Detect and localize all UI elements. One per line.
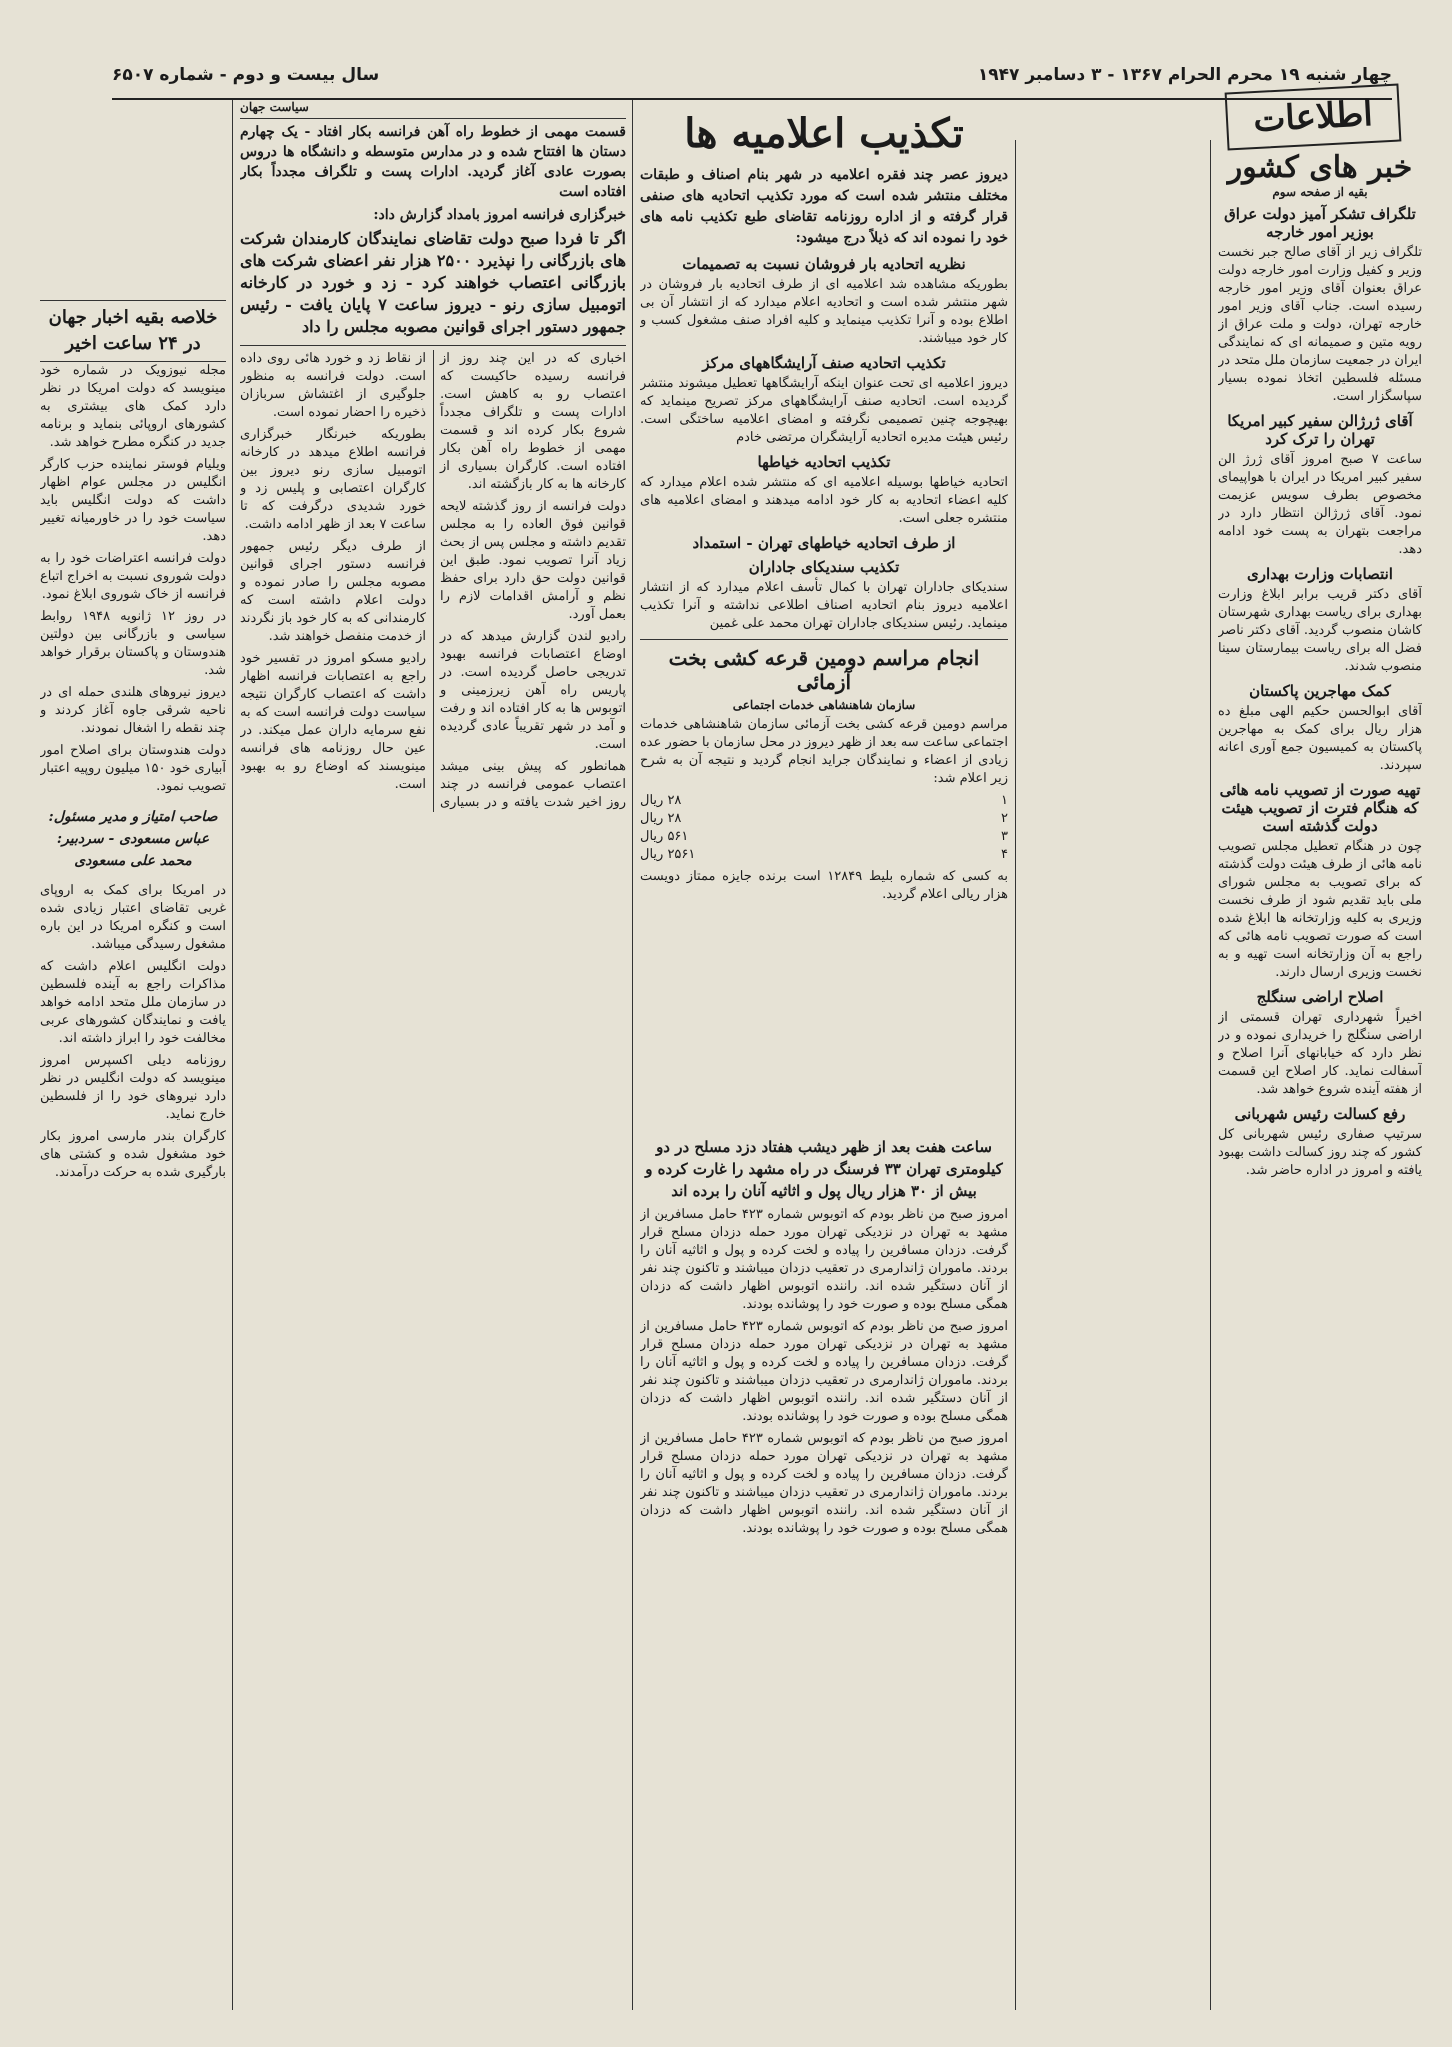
news-text: تلگراف زیر از آقای صالح جبر نخست وزیر و کفیل وزارت امور خارجه دولت عراق بعنوان آقای وزیر امور خارجه رسیده است. جناب آقای وزیر امور خارجه تهران، دولت و ملت عراق از رویه متین و صمیمانه ای که نمایندگی ایران در جمعیت سازمان ملل متحد در مسئله فلسطین اتخاذ نموده بسیار سپاسگزار است. (1218, 245, 1422, 404)
lottery-text: مراسم دومین قرعه کشی بخت آزمائی سازمان شاهنشاهی خدمات اجتماعی ساعت سه بعد از ظهر دیروز در محل سازمان با حضور عده زیادی از اعضاء و نمایندگان جراید انجام گردید و نتیجه آن به شرح زیر اعلام شد: (640, 717, 1008, 786)
news-headline: تکذیب اتحادیه خیاطها (757, 453, 891, 471)
lottery-subtitle: سازمان شاهنشاهی خدمات اجتماعی (732, 698, 916, 712)
politics-paragraph: رادیو مسکو امروز در تفسیر خود راجع به اعتصابات فرانسه اظهار داشت که اعتصاب کارگران نتیجه سیاست دولت فرانسه است که به نفع سرمایه داران عمل میکند. در عین حال روزنامه های فرانسه مینویسند که اوضاع رو به بهبود است. (240, 651, 426, 792)
denial-list (640, 255, 1008, 633)
news-headline: تلگراف تشکر آمیز دولت عراق بوزیر امور خارجه (1224, 205, 1416, 241)
news-text: آقای ابوالحسن حکیم الهی مبلغ ده هزار ریال برای کمک به مهاجرین پاکستان به کمیسیون جمع آوری اعانه سپردند. (1218, 704, 1422, 773)
lottery-number: ۴ (1001, 847, 1008, 862)
column-divider (1210, 140, 1211, 2010)
world-news-item: در امریکا برای کمک به اروپای غربی تقاضای اعتبار زیادی شده است و کنگره امریکا در این باره مشغول رسیدگی میباشد. (40, 883, 226, 952)
news-headline: آقای ژرژالن سفیر کبیر امریکا تهران را ترک کرد (1227, 412, 1413, 448)
section-title: تکذیب اعلامیه ها (684, 110, 964, 157)
issue-number: سال بیست و دوم - شماره ۶۵۰۷ (112, 65, 380, 85)
news-headline: نظریه اتحادیه بار فروشان نسبت به تصمیمات (682, 255, 966, 273)
lottery-value: ۲۵۶۱ ریال (640, 847, 696, 862)
issue-date: چهار شنبه ۱۹ محرم الحرام ۱۳۶۷ - ۳ دسامبر ۱۹۴۷ (977, 65, 1392, 85)
lottery-value: ۵۶۱ ریال (640, 829, 689, 844)
world-news-item: ویلیام فوستر نماینده حزب کارگر انگلیس در مجلس عوام اظهار داشت که دولت انگلیس باید سیاست خود را در خاورمیانه تغییر دهد. (40, 457, 226, 544)
news-headline: اصلاح اراضی سنگلج (1256, 988, 1384, 1006)
column-world-summary (40, 300, 226, 2007)
news-headline: تهیه صورت از تصویب نامه هائی که هنگام فترت از تصویب هیئت دولت گذشته است (1219, 781, 1421, 835)
world-list (40, 882, 226, 1182)
section-subtitle: بقیه از صفحه سوم (1272, 185, 1368, 199)
world-news-item: کارگران بندر مارسی امروز بکار خود مشغول شده و کشتی های بارگیری شده به حرکت درآمدند. (40, 1129, 226, 1180)
world-news-item: در روز ۱۲ ژانویه ۱۹۴۸ روابط سیاسی و بازرگانی بین دولتین هندوستان و پاکستان برقرار خواهد شد. (40, 609, 226, 678)
politics-paragraph: دولت فرانسه از روز گذشته لایحه قوانین فوق العاده را به مجلس تقدیم داشته و مجلس پس از بحث زیاد آنرا تصویب نمود. طبق این قوانین دولت حق دارد برای حفظ نظم و آرامش اقدامات لازم را بعمل آورد. (440, 499, 626, 622)
newspaper-logo: اطلاعات (1225, 83, 1402, 150)
lottery-value: ۲۸ ریال (640, 811, 682, 826)
world-news-item: روزنامه دیلی اکسپرس امروز مینویسد که دولت انگلیس در نظر دارد نیروهای خود را از فلسطین خارج نماید. (40, 1053, 226, 1122)
news-text: ساعت ۷ صبح امروز آقای ژرژ الن سفیر کبیر امریکا در ایران با هواپیمای مخصوص بطرف سویس عزیمت نمود. آقای ژرژالن انتظار دارد در مراجعت بتهران به پست خود ادامه دهد. (1218, 452, 1422, 557)
column-denials (640, 100, 1008, 1120)
column-divider (1015, 140, 1016, 2010)
news-headline: کمک مهاجرین پاکستان (1249, 682, 1391, 700)
politics-paragraph: رادیو لندن گزارش میدهد که در اوضاع اعتصابات فرانسه بهبود تدریجی حاصل گردیده است. در پاریس راه آهن زیرزمینی و اتوبوس ها به کار افتاده اند و رفت و آمد در شهر تقریباً عادی گردیده است. (440, 629, 626, 752)
lottery-note: به کسی که شماره بلیط ۱۲۸۴۹ است برنده جایزه ممتاز دویست هزار ریالی اعلام گردید. (640, 869, 1008, 902)
story-text: امروز صبح من ناظر بودم که اتوبوس شماره ۴۲۳ حامل مسافرین از مشهد به تهران در نزدیکی تهران مورد حمله دزدان مسلح قرار گرفت. دزدان مسافرین را پیاده و لخت کرده و پول و اثاثیه آنان را بردند. ماموران ژاندارمری در تعقیب دزدان میباشند و تاکنون چند نفر از آنان دستگیر شده اند. راننده اتوبوس اظهار داشت که دزدان همگی مسلح بوده و صورت خود را پوشانده بودند. (640, 1431, 1008, 1536)
section-kicker: سیاست جهان (240, 100, 309, 114)
news-text: سندیکای جاداران تهران با کمال تأسف اعلام میدارد که از انتشار اعلامیه دیروز بنام اتحادیه اصناف اطلاعی نداشته و آنرا تکذیب مینماید. رئیس سندیکای جاداران تهران محمد علی غمین (640, 580, 1008, 631)
politics-header (240, 118, 626, 346)
lead-paragraph: دیروز عصر چند فقره اعلامیه در شهر بنام اصناف و طبقات مختلف منتشر شده است که مورد تکذیب اتحادیه های صنفی قرار گرفته و از اداره روزنامه تقاضای طبع تکذیب نامه های خود را نموده اند که ذیلاً درج میشود: (640, 167, 1008, 246)
politics-headline-3: اگر تا فردا صبح دولت تقاضای نمایندگان کارمندان شرکت های بازرگانی را نپذیرد ۲۵۰۰ هزار نفر اعضای شرکت های بازرگانی اعتصاب خواهند کرد - زد و خورد در کارخانه اتومبیل سازی رنو - دیروز ساعت ۷ پایان یافت - رئیس جمهور دستور اجرای قوانین مصوبه مجلس را داد (240, 229, 626, 336)
news-headline: تکذیب سندیکای جاداران (748, 558, 900, 576)
story-text: امروز صبح من ناظر بودم که اتوبوس شماره ۴۲۳ حامل مسافرین از مشهد به تهران در نزدیکی تهران مورد حمله دزدان مسلح قرار گرفت. دزدان مسافرین را پیاده و لخت کرده و پول و اثاثیه آنان را بردند. ماموران ژاندارمری در تعقیب دزدان میباشند و تاکنون چند نفر از آنان دستگیر شده اند. راننده اتوبوس اظهار داشت که دزدان همگی مسلح بوده و صورت خود را پوشانده بودند. (640, 1319, 1008, 1424)
column-world-politics (240, 100, 626, 2007)
lottery-row (640, 828, 1008, 846)
world-news-item: دیروز نیروهای هلندی حمله ای در ناحیه شرقی جاوه آغاز کردند و چند نقطه را اشغال نمودند. (40, 685, 226, 736)
column-bandit-story (640, 1130, 1008, 2007)
editor-signature: صاحب امتیاز و مدیر مسئول: عباس مسعودی - سردبیر: محمد علی مسعودی (48, 809, 218, 869)
news-headline: رفع کسالت رئیس شهربانی (1234, 1105, 1406, 1123)
news-headline: تکذیب اتحادیه صنف آرایشگاههای مرکز (702, 354, 946, 372)
news-list (1218, 205, 1422, 1180)
world-list (40, 362, 226, 796)
column-divider (232, 100, 233, 2010)
lottery-number: ۳ (1001, 829, 1008, 844)
lottery-row (640, 792, 1008, 810)
lottery-title: انجام مراسم دومین قرعه کشی بخت آزمائی (668, 646, 980, 694)
column-divider (632, 100, 633, 2010)
world-news-item: دولت انگلیس اعلام داشت که مذاکرات راجع به آینده فلسطین در سازمان ملل متحد ادامه خواهد یافت و نمایندگان کشورهای عربی مخالفت خود را ابراز داشته اند. (40, 959, 226, 1046)
lottery-row (640, 810, 1008, 828)
lottery-row (640, 846, 1008, 864)
column-country-news (1218, 150, 1422, 2007)
news-text: اخیراً شهرداری تهران قسمتی از اراضی سنگلج را خریداری نموده و در نظر دارد که خیابانهای آنرا اصلاح و آسفالت نماید. کار اصلاح این قسمت از هفته آینده شروع خواهد شد. (1218, 1010, 1422, 1097)
politics-paragraph: از طرف دیگر رئیس جمهور فرانسه دستور اجرای قوانین مصوبه مجلس را صادر نموده و دولت اعلام داشته است که کارمندانی که به کار خود باز نگردند از خدمت منفصل خواهند شد. (240, 539, 426, 644)
news-text: بطوریکه مشاهده شد اعلامیه ای از طرف اتحادیه بار فروشان در شهر منتشر شده است و اتحادیه اعلام میدارد که از انتشار آن بی اطلاع بوده و آنرا تکذیب مینماید و کلیه افراد صنف مشغول کسب و کار خود میباشند. (640, 277, 1008, 346)
section-title: خبر های کشور (1227, 150, 1413, 185)
masthead (112, 52, 1392, 100)
news-headline: انتصابات وزارت بهداری (1247, 565, 1393, 583)
news-text: سرتیپ صفاری رئیس شهربانی کل کشور که چند روز کسالت داشت بهبود یافته و امروز در اداره حاضر شد. (1218, 1127, 1422, 1178)
story-headline: ساعت هفت بعد از ظهر دیشب هفتاد دزد مسلح در دو کیلومتری تهران ۳۳ فرسنگ در راه مشهد را غارت کرده و بیش از ۳۰ هزار ریال پول و اثاثیه آنان را برده اند (645, 1138, 1003, 1200)
politics-body (240, 350, 626, 812)
lottery-number: ۲ (1001, 811, 1008, 826)
news-headline: از طرف اتحادیه خیاطهای تهران - استمداد (692, 534, 956, 552)
lottery-value: ۲۸ ریال (640, 793, 682, 808)
news-text: چون در هنگام تعطیل مجلس تصویب نامه هائی از طرف هیئت دولت گذشته که برای تصویب به مجلس شورای ملی باید تقدیم شود از طرف نخست وزیری به کلیه وزارتخانه ها ابلاغ شده است که صورت تصویب نامه هائی که راجع به آن وزارتخانه است تهیه و به نخست وزیری ارسال دارند. (1218, 839, 1422, 980)
story-text: امروز صبح من ناظر بودم که اتوبوس شماره ۴۲۳ حامل مسافرین از مشهد به تهران در نزدیکی تهران مورد حمله دزدان مسلح قرار گرفت. دزدان مسافرین را پیاده و لخت کرده و پول و اثاثیه آنان را بردند. ماموران ژاندارمری در تعقیب دزدان میباشند و تاکنون چند نفر از آنان دستگیر شده اند. راننده اتوبوس اظهار داشت که دزدان همگی مسلح بوده و صورت خود را پوشانده بودند. (640, 1207, 1008, 1312)
lottery-results (640, 792, 1008, 864)
politics-paragraph: همانطور که پیش بینی میشد اعتصاب عمومی فرانسه در چند روز اخیر شدت یافته و در بسیاری از نقاط زد و خورد هائی روی داده است. دولت فرانسه به منظور جلوگیری از اغتشاش سربازان ذخیره را احضار نموده است. (240, 351, 626, 810)
politics-headline-2: خبرگزاری فرانسه امروز بامداد گزارش داد: (373, 207, 626, 223)
news-text: اتحادیه خیاطها بوسیله اعلامیه ای که منتشر شده اعلام میدارد که کلیه اعضاء اتحادیه به کار خود ادامه میدهند و امضای اعلامیه های منتشره جعلی است. (640, 475, 1008, 526)
section-title: خلاصه بقیه اخبار جهان در ۲۴ ساعت اخیر (40, 300, 226, 362)
world-news-item: دولت هندوستان برای اصلاح امور آبیاری خود ۱۵۰ میلیون روپیه اعتبار تصویب نمود. (40, 743, 226, 794)
politics-paragraph: اخباری که در این چند روز از فرانسه رسیده حاکیست که اعتصاب رو به کاهش است. ادارات پست و تلگراف مجدداً شروع بکار کرده اند و قسمت مهمی از خطوط راه آهن بکار افتاده است. کارگران بسیاری از کارخانه ها به کار بازگشته اند. (440, 351, 626, 492)
news-text: دیروز اعلامیه ای تحت عنوان اینکه آرایشگاهها تعطیل میشوند منتشر گردیده است. اتحادیه صنف آرایشگاههای مرکز تصریح مینماید که بهیچوجه چنین تصمیمی نگرفته و امضای اعلامیه ساختگی است. رئیس هیئت مدیره اتحادیه آرایشگران مرتضی خادم (640, 376, 1008, 445)
politics-paragraph: بطوریکه خبرنگار خبرگزاری فرانسه اطلاع میدهد در کارخانه اتومبیل سازی رنو دیروز بین کارگران اعتصابی و پلیس زد و خورد شدیدی درگرفت که تا ساعت ۷ بعد از ظهر ادامه داشت. (240, 427, 426, 532)
world-news-item: مجله نیوزویک در شماره خود مینویسد که دولت امریکا در نظر دارد کمک های بیشتری به کشورهای اروپائی بنماید و برنامه جدید در کنگره مطرح خواهد شد. (40, 363, 226, 450)
news-text: آقای دکتر قریب برابر ابلاغ وزارت بهداری برای ریاست بهداری شهرستان کاشان منصوب گردید. آقای دکتر ناصر فضل اله برای ریاست بیمارستان سینا منصوب شدند. (1218, 587, 1422, 674)
lottery-number: ۱ (1001, 793, 1008, 808)
politics-headline-1: قسمت مهمی از خطوط راه آهن فرانسه بکار افتاد - یک چهارم دستان ها افتتاح شده و در مدارس متوسطه و دانشگاه ها دروس بصورت عادی آغاز گردید. ادارات پست و تلگراف مجدداً بکار افتاده است (240, 124, 626, 200)
world-news-item: دولت فرانسه اعتراضات خود را به دولت شوروی نسبت به اخراج اتباع فرانسه از خاک شوروی ابلاغ نمود. (40, 551, 226, 602)
